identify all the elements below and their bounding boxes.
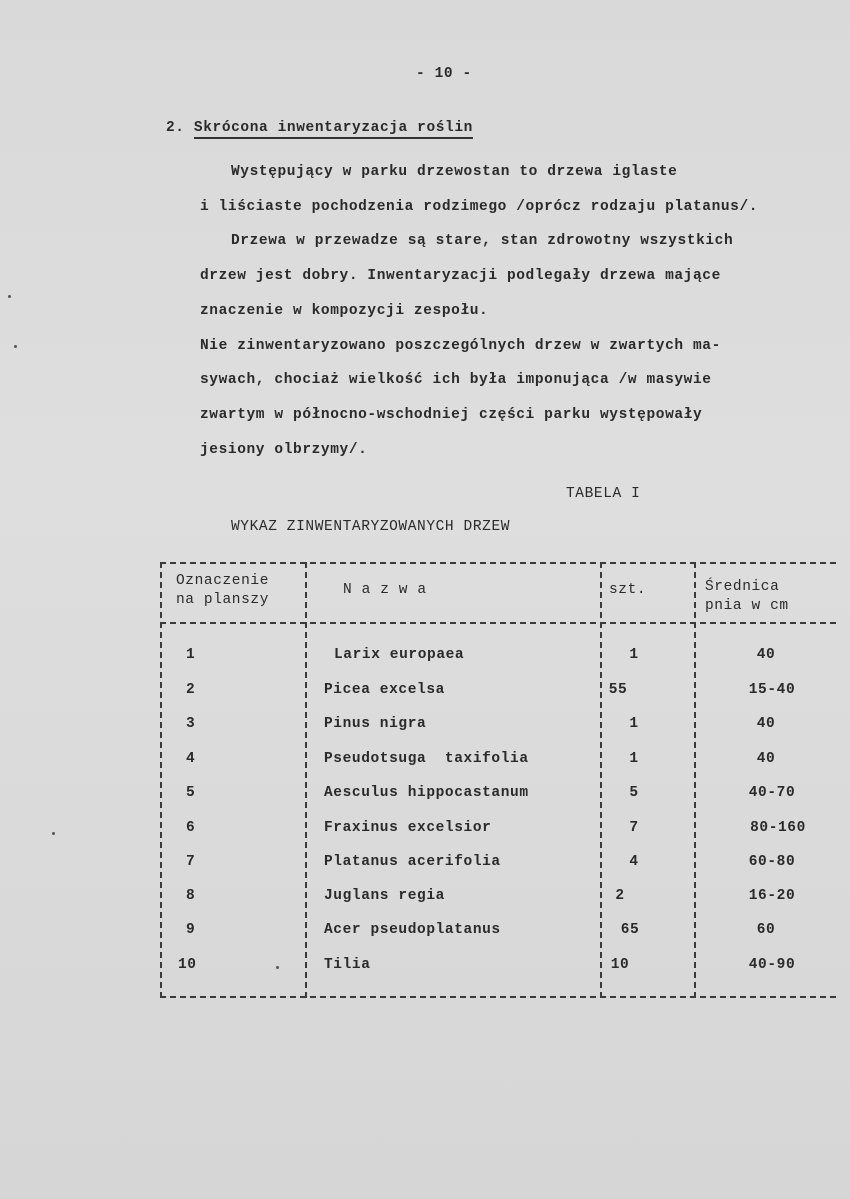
tree-name: Aesculus hippocastanum bbox=[324, 785, 529, 801]
scan-speck bbox=[276, 966, 279, 969]
scan-speck bbox=[8, 295, 11, 298]
scan-speck bbox=[14, 345, 17, 348]
row-number: 10 bbox=[178, 957, 197, 973]
row-number: 2 bbox=[186, 682, 196, 698]
table-title: WYKAZ ZINWENTARYZOWANYCH DRZEW bbox=[231, 519, 511, 535]
section-title: Skrócona inwentaryzacja roślin bbox=[194, 120, 473, 139]
tree-name: Fraxinus excelsior bbox=[324, 820, 492, 836]
trunk-diameter: 40 bbox=[756, 716, 776, 732]
tree-name: Juglans regia bbox=[324, 888, 445, 904]
table-top-border bbox=[160, 562, 836, 564]
paragraph-line: drzew jest dobry. Inwentaryzacji podlegały drzewa mające bbox=[200, 268, 721, 284]
paragraph-line: Występujący w parku drzewostan to drzewa iglaste bbox=[231, 164, 678, 180]
tree-count: 1 bbox=[629, 751, 639, 767]
column-divider bbox=[305, 562, 307, 998]
paragraph-line: Nie zinwentaryzowano poszczególnych drzew w zwartych ma- bbox=[200, 338, 721, 354]
tree-count: 4 bbox=[629, 854, 639, 870]
tree-name: Acer pseudoplatanus bbox=[324, 922, 501, 938]
tree-count: 10 bbox=[610, 957, 630, 973]
paragraph-line: i liściaste pochodzenia rodzimego /oprócz rodzaju platanus/. bbox=[200, 199, 759, 215]
trunk-diameter: 40-90 bbox=[748, 957, 796, 973]
section-number: 2. bbox=[166, 120, 185, 136]
row-number: 4 bbox=[186, 751, 196, 767]
row-number: 6 bbox=[186, 820, 196, 836]
trunk-diameter: 15-40 bbox=[748, 682, 796, 698]
tree-name: Pinus nigra bbox=[324, 716, 427, 732]
trunk-diameter: 60-80 bbox=[748, 854, 796, 870]
row-number: 7 bbox=[186, 854, 196, 870]
paragraph-line: sywach, chociaż wielkość ich była imponująca /w masywie bbox=[200, 372, 712, 388]
trunk-diameter: 40 bbox=[756, 751, 776, 767]
paragraph-line: jesiony olbrzymy/. bbox=[200, 442, 368, 458]
row-number: 9 bbox=[186, 922, 196, 938]
row-number: 8 bbox=[186, 888, 196, 904]
paragraph-line: Drzewa w przewadze są stare, stan zdrowotny wszystkich bbox=[231, 233, 734, 249]
section-heading bbox=[166, 120, 473, 136]
paragraph-line: zwartym w północno-wschodniej części parku występowały bbox=[200, 407, 703, 423]
tree-count: 55 bbox=[608, 682, 628, 698]
tree-count: 5 bbox=[629, 785, 639, 801]
tree-count: 1 bbox=[629, 647, 639, 663]
header-diameter: Średnica pnia w cm bbox=[705, 579, 789, 614]
tree-name: Larix europaea bbox=[334, 647, 465, 663]
trunk-diameter: 60 bbox=[756, 922, 776, 938]
scan-speck bbox=[52, 832, 55, 835]
tree-name: Picea excelsa bbox=[324, 682, 445, 698]
header-count: szt. bbox=[609, 582, 647, 598]
tree-count: 1 bbox=[629, 716, 639, 732]
trunk-diameter: 16-20 bbox=[748, 888, 796, 904]
tree-count: 65 bbox=[620, 922, 640, 938]
trunk-diameter: 40-70 bbox=[748, 785, 796, 801]
table-header-separator bbox=[160, 622, 836, 624]
tree-name: Platanus acerifolia bbox=[324, 854, 501, 870]
trunk-diameter: 40 bbox=[756, 647, 776, 663]
table-left-border bbox=[160, 562, 162, 998]
header-name: N a z w a bbox=[343, 582, 427, 598]
row-number: 5 bbox=[186, 785, 196, 801]
tree-name: Pseudotsuga taxifolia bbox=[324, 751, 529, 767]
page-number: - 10 - bbox=[416, 66, 472, 82]
row-number: 3 bbox=[186, 716, 196, 732]
table-bottom-border bbox=[160, 996, 836, 998]
header-designation: Oznaczenie na planszy bbox=[176, 573, 270, 608]
row-number: 1 bbox=[186, 647, 196, 663]
tree-count: 2 bbox=[615, 888, 625, 904]
tree-count: 7 bbox=[629, 820, 639, 836]
table-label: TABELA I bbox=[566, 486, 641, 502]
paragraph-line: znaczenie w kompozycji zespołu. bbox=[200, 303, 489, 319]
tree-name: Tilia bbox=[324, 957, 371, 973]
trunk-diameter: 80-160 bbox=[750, 820, 806, 836]
